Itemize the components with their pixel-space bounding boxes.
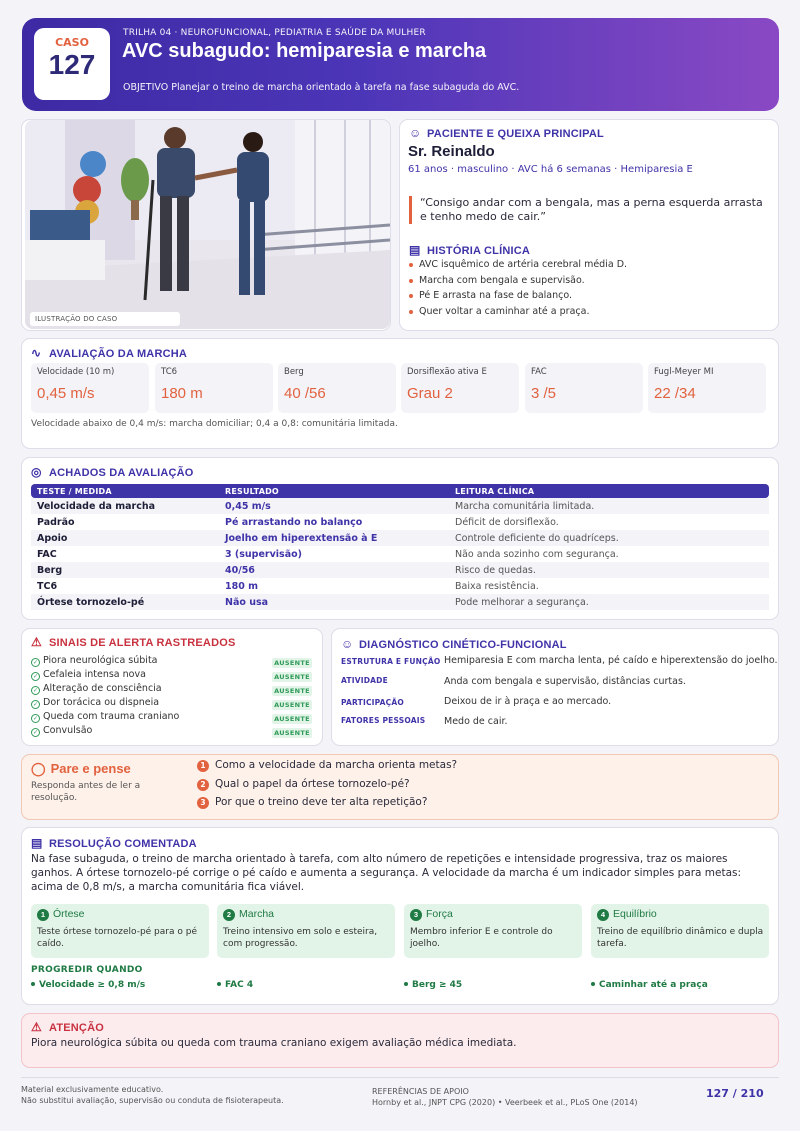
table-row	[31, 562, 769, 578]
history-item: AVC isquêmico de artéria cerebral média D.	[409, 257, 769, 273]
person-icon: ☺	[341, 637, 354, 651]
warning-title-label: ATENÇÃO	[49, 1022, 104, 1034]
case-number: 127	[48, 49, 96, 80]
question-item	[197, 796, 427, 809]
patient-section-title	[409, 126, 604, 140]
diagnosis-label: PARTICIPAÇÃO	[341, 698, 404, 707]
history-item: Marcha com bengala e supervisão.	[409, 273, 769, 289]
alert-label: Convulsão	[43, 725, 93, 736]
question-number: 2	[197, 779, 209, 791]
table-cell: Berg	[31, 562, 219, 578]
case-header	[22, 18, 779, 111]
table-row	[31, 530, 769, 546]
table-cell: Baixa resistência.	[455, 580, 539, 592]
warning-icon: ⚠	[31, 635, 42, 649]
step-title-label: Marcha	[239, 908, 275, 920]
photo-caption: ILUSTRAÇÃO DO CASO	[30, 312, 180, 326]
table-cell: 0,45 m/s	[219, 498, 449, 514]
status-badge: AUSENTE	[272, 728, 312, 738]
metric-berg	[278, 363, 396, 413]
table-cell: 40/56	[219, 562, 449, 578]
step-title	[37, 908, 85, 921]
status-badge: AUSENTE	[272, 658, 312, 668]
table-row	[31, 546, 769, 562]
alert-item	[31, 669, 146, 680]
metric-label: Velocidade (10 m)	[37, 367, 115, 377]
step-number: 2	[223, 909, 235, 921]
table-cell: Não usa	[219, 594, 449, 610]
diagnosis-label: ESTRUTURA E FUNÇÃO	[341, 657, 441, 666]
metric-speed	[31, 363, 149, 413]
question-text: Qual o papel da órtese tornozelo-pé?	[215, 778, 410, 790]
alert-item	[31, 697, 159, 708]
table-row	[31, 578, 769, 594]
step-card	[591, 904, 769, 958]
alert-label: Dor torácica ou dispneia	[43, 697, 160, 708]
table-cell: Não anda sozinho com segurança.	[455, 548, 619, 560]
case-label: CASO	[55, 36, 89, 49]
question-text: Por que o treino deve ter alta repetição?	[215, 796, 428, 808]
findings-section-label: ACHADOS DA AVALIAÇÃO	[49, 467, 194, 479]
page-title: AVC subagudo: hemiparesia e marcha	[122, 40, 487, 62]
diagnosis-value: Anda com bengala e supervisão, distâncias curtas.	[444, 676, 686, 687]
table-row	[31, 594, 769, 610]
think-subtitle: Responda antes de ler a resolução.	[31, 781, 141, 803]
lightbulb-icon: ◯	[31, 761, 46, 776]
alert-item	[31, 711, 179, 722]
metric-label: TC6	[161, 367, 178, 377]
metric-dorsiflexion	[401, 363, 519, 413]
table-cell: Padrão	[37, 516, 75, 528]
footer-divider	[21, 1077, 779, 1078]
progress-item: Caminhar até a praça	[591, 980, 708, 990]
metric-fugl-meyer	[648, 363, 766, 413]
document-icon: ▤	[409, 243, 421, 257]
question-text: Como a velocidade da marcha orienta metas?	[215, 759, 458, 771]
step-title-label: Órtese	[53, 908, 85, 920]
metric-label: Dorsiflexão ativa E	[407, 367, 487, 377]
metric-label: Fugl-Meyer MI	[654, 367, 714, 377]
findings-section-title	[31, 465, 194, 479]
question-number: 3	[197, 797, 209, 809]
alert-label: Queda com trauma craniano	[43, 711, 180, 722]
alert-item	[31, 683, 162, 694]
diagnosis-value: Deixou de ir à praça e ao mercado.	[444, 696, 612, 707]
footer-disclaimer	[21, 1084, 284, 1106]
table-cell: 180 m	[225, 580, 259, 592]
document-icon: ▤	[31, 836, 43, 850]
resolution-text: Na fase subaguda, o treino de marcha orientado à tarefa, com alto número de repetições e intensidade progressiva, traz os maiores ganhos. A órtese tornozelo-pé corrige o pé caído e aumenta a segurança. A velocidade da marcha é um indicador simples para metas: acima de 0,8 m/s, a marcha comunitária fica viável.	[31, 853, 742, 893]
step-desc: Teste órtese tornozelo-pé para o pé caído.	[37, 927, 197, 949]
gait-section-label: AVALIAÇÃO DA MARCHA	[49, 348, 188, 360]
step-desc: Treino de equilíbrio dinâmico e dupla tarefa.	[597, 927, 764, 949]
diagnosis-section-label: DIAGNÓSTICO CINÉTICO-FUNCIONAL	[359, 639, 567, 651]
think-title	[31, 761, 131, 777]
history-item: Pé E arrasta na fase de balanço.	[409, 288, 769, 304]
diagnosis-value: Medo de cair.	[444, 716, 508, 727]
patient-info: 61 anos · masculino · AVC há 6 semanas · Hemiparesia E	[408, 164, 693, 175]
alert-label: Cefaleia intensa nova	[43, 669, 146, 680]
table-cell: Risco de quedas.	[449, 562, 769, 578]
warning-icon: ⚠	[31, 1020, 42, 1034]
progress-item: Velocidade ≥ 0,8 m/s	[31, 980, 145, 990]
step-desc: Treino intensivo em solo e esteira, com progressão.	[223, 927, 378, 949]
table-row	[31, 514, 769, 530]
history-item: Quer voltar a caminhar até a praça.	[409, 304, 769, 320]
status-badge: AUSENTE	[272, 700, 312, 710]
step-card	[31, 904, 209, 958]
column-header: LEITURA CLÍNICA	[449, 484, 769, 498]
history-list	[409, 257, 769, 319]
step-desc: Membro inferior E e controle do joelho.	[410, 927, 553, 949]
history-section-label: HISTÓRIA CLÍNICA	[427, 245, 531, 257]
table-header-row	[31, 484, 769, 498]
check-icon: ✓	[32, 687, 39, 694]
page-number: 127 / 210	[706, 1087, 764, 1100]
refs-text: Hornby et al., JNPT CPG (2020) • Veerbeek et al., PLoS One (2014)	[372, 1098, 638, 1107]
step-title-label: Equilíbrio	[613, 908, 657, 920]
table-cell: Controle deficiente do quadríceps.	[449, 530, 769, 546]
target-icon: ◎	[31, 465, 42, 479]
case-number-box	[34, 28, 110, 100]
think-title-label: Pare e pense	[50, 761, 131, 776]
step-number: 3	[410, 909, 422, 921]
question-item	[197, 778, 410, 791]
table-cell: 3 (supervisão)	[225, 548, 302, 560]
question-number: 1	[197, 760, 209, 772]
table-row	[31, 498, 769, 514]
table-cell: TC6	[37, 580, 58, 592]
metric-value: 22 /34	[654, 385, 696, 402]
progress-item: Berg ≥ 45	[404, 980, 462, 990]
patient-section-label: PACIENTE E QUEIXA PRINCIPAL	[427, 128, 604, 140]
alert-item	[31, 655, 158, 666]
footer-references	[372, 1086, 638, 1108]
diagnosis-section-title	[341, 637, 567, 651]
history-section-title	[409, 243, 530, 257]
step-title	[597, 908, 657, 921]
check-icon: ✓	[32, 729, 39, 736]
question-item	[197, 759, 457, 772]
check-icon: ✓	[32, 659, 39, 666]
progress-title: PROGREDIR QUANDO	[31, 965, 143, 975]
progress-item: FAC 4	[217, 980, 253, 990]
disclaimer-line: Material exclusivamente educativo.	[21, 1085, 164, 1094]
metric-value: 3 /5	[531, 385, 557, 402]
objective: OBJETIVO Planejar o treino de marcha orientado à tarefa na fase subaguda do AVC.	[123, 82, 520, 93]
alerts-section-label: SINAIS DE ALERTA RASTREADOS	[49, 637, 236, 649]
status-badge: AUSENTE	[272, 686, 312, 696]
alert-item	[31, 725, 92, 736]
alert-label: Alteração de consciência	[43, 683, 162, 694]
gait-note: Velocidade abaixo de 0,4 m/s: marcha domiciliar; 0,4 a 0,8: comunitária limitada.	[31, 419, 398, 429]
metric-value: Grau 2	[407, 385, 453, 402]
metric-value: 0,45 m/s	[37, 385, 95, 402]
refs-title: REFERÊNCIAS DE APOIO	[372, 1087, 469, 1096]
warning-text: Piora neurológica súbita ou queda com trauma craniano exigem avaliação médica imediata.	[31, 1037, 517, 1049]
patient-name: Sr. Reinaldo	[408, 143, 495, 160]
check-icon: ✓	[32, 701, 39, 708]
warning-title	[31, 1020, 104, 1034]
table-cell: Pé arrastando no balanço	[225, 516, 363, 528]
step-card	[217, 904, 395, 958]
patient-quote: “Consigo andar com a bengala, mas a perna esquerda arrasta e tenho medo de cair.”	[409, 196, 769, 224]
metric-value: 180 m	[161, 385, 203, 402]
table-cell: Órtese tornozelo-pé	[31, 594, 219, 610]
table-cell: Déficit de dorsiflexão.	[455, 516, 559, 528]
metric-label: Berg	[284, 367, 304, 377]
table-cell: FAC	[37, 548, 57, 560]
gait-section-title	[31, 346, 187, 360]
table-cell: Velocidade da marcha	[31, 498, 219, 514]
table-cell: Joelho em hiperextensão à E	[219, 530, 449, 546]
check-icon: ✓	[32, 715, 39, 722]
step-card	[404, 904, 582, 958]
step-number: 4	[597, 909, 609, 921]
status-badge: AUSENTE	[272, 672, 312, 682]
step-title	[223, 908, 274, 921]
disclaimer-line: Não substitui avaliação, supervisão ou conduta de fisioterapeuta.	[21, 1096, 284, 1105]
diagnosis-label: FATORES PESSOAIS	[341, 716, 426, 725]
column-header: TESTE / MEDIDA	[31, 484, 219, 498]
metric-tc6	[155, 363, 273, 413]
user-icon: ☺	[409, 126, 422, 140]
case-illustration	[25, 120, 390, 329]
diagnosis-value: Hemiparesia E com marcha lenta, pé caído e hiperextensão do joelho.	[444, 655, 778, 666]
alert-label: Piora neurológica súbita	[43, 655, 158, 666]
metric-value: 40 /56	[284, 385, 326, 402]
track-label: TRILHA 04 · NEUROFUNCIONAL, PEDIATRIA E SAÚDE DA MULHER	[123, 28, 426, 38]
step-title-label: Força	[426, 908, 453, 920]
check-icon: ✓	[32, 673, 39, 680]
step-number: 1	[37, 909, 49, 921]
table-cell: Marcha comunitária limitada.	[449, 498, 769, 514]
step-title	[410, 908, 453, 921]
alerts-section-title	[31, 635, 236, 649]
status-badge: AUSENTE	[272, 714, 312, 724]
table-cell: Apoio	[31, 530, 219, 546]
table-cell: Pode melhorar a segurança.	[449, 594, 769, 610]
resolution-section-title	[31, 836, 197, 850]
column-header: RESULTADO	[219, 484, 449, 498]
pulse-icon: ∿	[31, 346, 42, 360]
diagnosis-label: ATIVIDADE	[341, 676, 388, 685]
findings-table	[31, 484, 769, 610]
resolution-section-label: RESOLUÇÃO COMENTADA	[49, 838, 197, 850]
metric-label: FAC	[531, 367, 547, 377]
metric-fac	[525, 363, 643, 413]
